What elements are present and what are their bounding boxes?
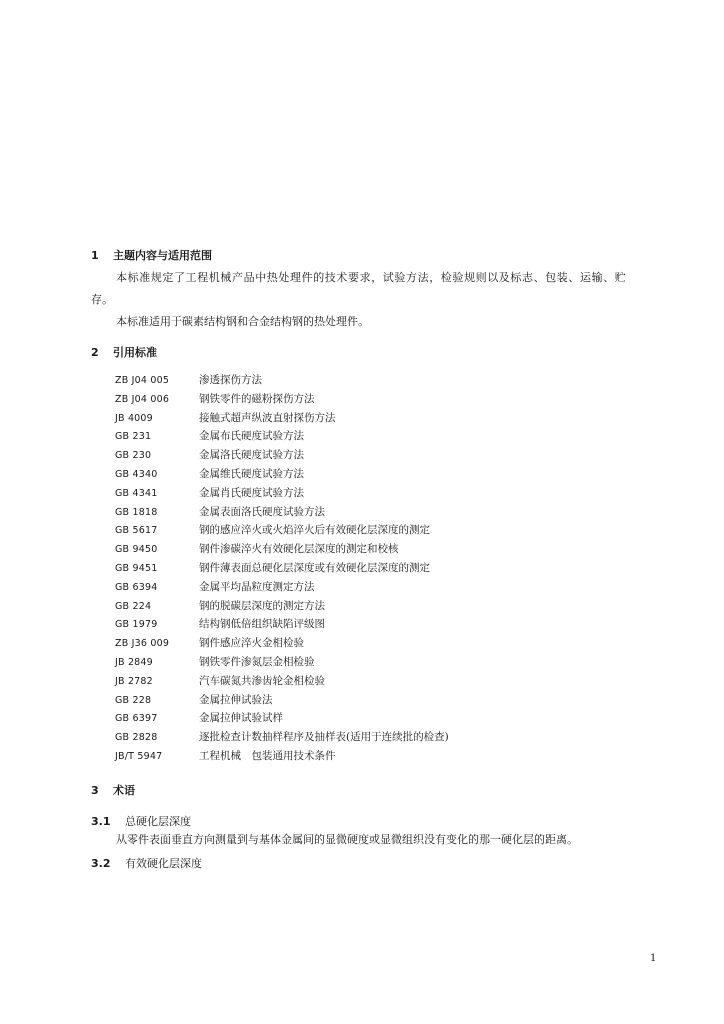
reference-item bbox=[115, 615, 449, 634]
section-3-heading bbox=[91, 782, 135, 798]
page-number: 1 bbox=[650, 953, 657, 964]
section-number: 2 bbox=[91, 346, 99, 359]
section-number: 1 bbox=[91, 249, 99, 262]
reference-code: GB 5617 bbox=[115, 525, 158, 537]
reference-code: GB 4340 bbox=[115, 468, 158, 480]
reference-title: 金属维氏硬度试验方法 bbox=[199, 467, 304, 480]
subsection-3-1 bbox=[91, 813, 191, 829]
reference-title: 钢件感应淬火金相检验 bbox=[199, 637, 304, 650]
reference-title: 渗透探伤方法 bbox=[199, 374, 262, 386]
section-2-heading bbox=[91, 344, 157, 360]
section-1-paragraph-1-line-1: 本标准规定了工程机械产品中热处理件的技术要求，试验方法，检验规则以及标志、包装、运输、贮 bbox=[116, 271, 627, 284]
reference-title: 金属洛氏硬度试验方法 bbox=[199, 449, 304, 462]
reference-code: GB 228 bbox=[115, 694, 152, 706]
reference-item bbox=[115, 672, 449, 691]
reference-item bbox=[115, 578, 449, 597]
reference-title: 金属布氏硬度试验方法 bbox=[199, 430, 304, 443]
reference-title: 金属拉伸试验法 bbox=[199, 693, 273, 706]
reference-title: 钢的脱碳层深度的测定方法 bbox=[199, 599, 325, 612]
reference-code: GB 1818 bbox=[115, 506, 158, 518]
reference-code: JB 2849 bbox=[115, 656, 153, 668]
section-title: 引用标准 bbox=[113, 346, 157, 359]
reference-code: ZB J04 005 bbox=[115, 375, 170, 386]
subsection-title: 总硬化层深度 bbox=[125, 815, 191, 828]
reference-item bbox=[115, 709, 449, 728]
reference-item bbox=[115, 597, 449, 616]
reference-item bbox=[115, 390, 449, 409]
reference-title: 金属平均晶粒度测定方法 bbox=[199, 580, 315, 593]
reference-code: GB 1979 bbox=[115, 619, 158, 631]
reference-item bbox=[115, 446, 449, 465]
reference-code: JB 2782 bbox=[115, 675, 153, 687]
reference-code: GB 9451 bbox=[115, 562, 158, 574]
section-1-heading bbox=[91, 247, 212, 263]
reference-item bbox=[115, 409, 449, 428]
reference-title: 钢件薄表面总硬化层深度或有效硬化层深度的测定 bbox=[199, 561, 430, 574]
reference-title: 钢件渗碳淬火有效硬化层深度的测定和校核 bbox=[199, 543, 399, 556]
reference-item bbox=[115, 465, 449, 484]
section-title: 术语 bbox=[113, 784, 135, 797]
reference-title: 结构钢低倍组织缺陷评级图 bbox=[199, 618, 325, 631]
reference-code: GB 224 bbox=[115, 600, 152, 612]
reference-item bbox=[115, 484, 449, 503]
reference-item bbox=[115, 427, 449, 446]
reference-code: ZB J36 009 bbox=[115, 638, 170, 650]
reference-code: GB 9450 bbox=[115, 544, 158, 556]
section-1-paragraph-1-line-2: 存。 bbox=[91, 293, 113, 306]
reference-code: GB 6394 bbox=[115, 581, 158, 593]
reference-code: GB 4341 bbox=[115, 487, 158, 499]
reference-code: GB 2828 bbox=[115, 732, 158, 744]
subsection-3-2 bbox=[91, 855, 202, 871]
reference-title: 金属肖氏硬度试验方法 bbox=[199, 486, 304, 499]
reference-code: ZB J04 006 bbox=[115, 393, 170, 405]
reference-list bbox=[115, 371, 449, 766]
reference-title: 工程机械 包装通用技术条件 bbox=[199, 749, 336, 762]
reference-item bbox=[115, 521, 449, 540]
reference-item bbox=[115, 559, 449, 578]
reference-item bbox=[115, 371, 449, 390]
reference-code: GB 230 bbox=[115, 450, 152, 462]
subsection-title: 有效硬化层深度 bbox=[125, 857, 202, 870]
reference-item bbox=[115, 503, 449, 522]
reference-item bbox=[115, 691, 449, 710]
reference-title: 金属表面洛氏硬度试验方法 bbox=[199, 505, 325, 518]
section-number: 3 bbox=[91, 784, 99, 797]
subsection-3-1-definition: 从零件表面垂直方向测量到与基体金属间的显微硬度或显微组织没有变化的那一硬化层的距离。 bbox=[116, 833, 578, 846]
reference-item bbox=[115, 728, 449, 747]
reference-item bbox=[115, 653, 449, 672]
reference-title: 汽车碳氮共渗齿轮金相检验 bbox=[199, 674, 325, 687]
reference-item bbox=[115, 634, 449, 653]
subsection-number: 3.2 bbox=[91, 857, 111, 870]
reference-item bbox=[115, 540, 449, 559]
section-1-paragraph-2: 本标准适用于碳素结构钢和合金结构钢的热处理件。 bbox=[116, 315, 369, 328]
reference-code: GB 6397 bbox=[115, 713, 158, 725]
reference-title: 逐批检查计数抽样程序及抽样表(适用于连续批的检查) bbox=[199, 731, 449, 744]
reference-title: 钢的感应淬火或火焰淬火后有效硬化层深度的测定 bbox=[199, 524, 430, 537]
subsection-number: 3.1 bbox=[91, 815, 111, 828]
reference-code: GB 231 bbox=[115, 431, 152, 443]
reference-title: 金属拉伸试验试样 bbox=[199, 712, 283, 725]
reference-item bbox=[115, 747, 449, 766]
reference-title: 钢铁零件的磁粉探伤方法 bbox=[199, 392, 315, 405]
reference-code: JB/T 5947 bbox=[115, 750, 163, 762]
reference-title: 钢铁零件渗氮层金相检验 bbox=[199, 655, 315, 668]
section-title: 主题内容与适用范围 bbox=[113, 249, 212, 262]
reference-code: JB 4009 bbox=[115, 412, 153, 424]
reference-title: 接触式超声纵波直射探伤方法 bbox=[199, 411, 336, 424]
